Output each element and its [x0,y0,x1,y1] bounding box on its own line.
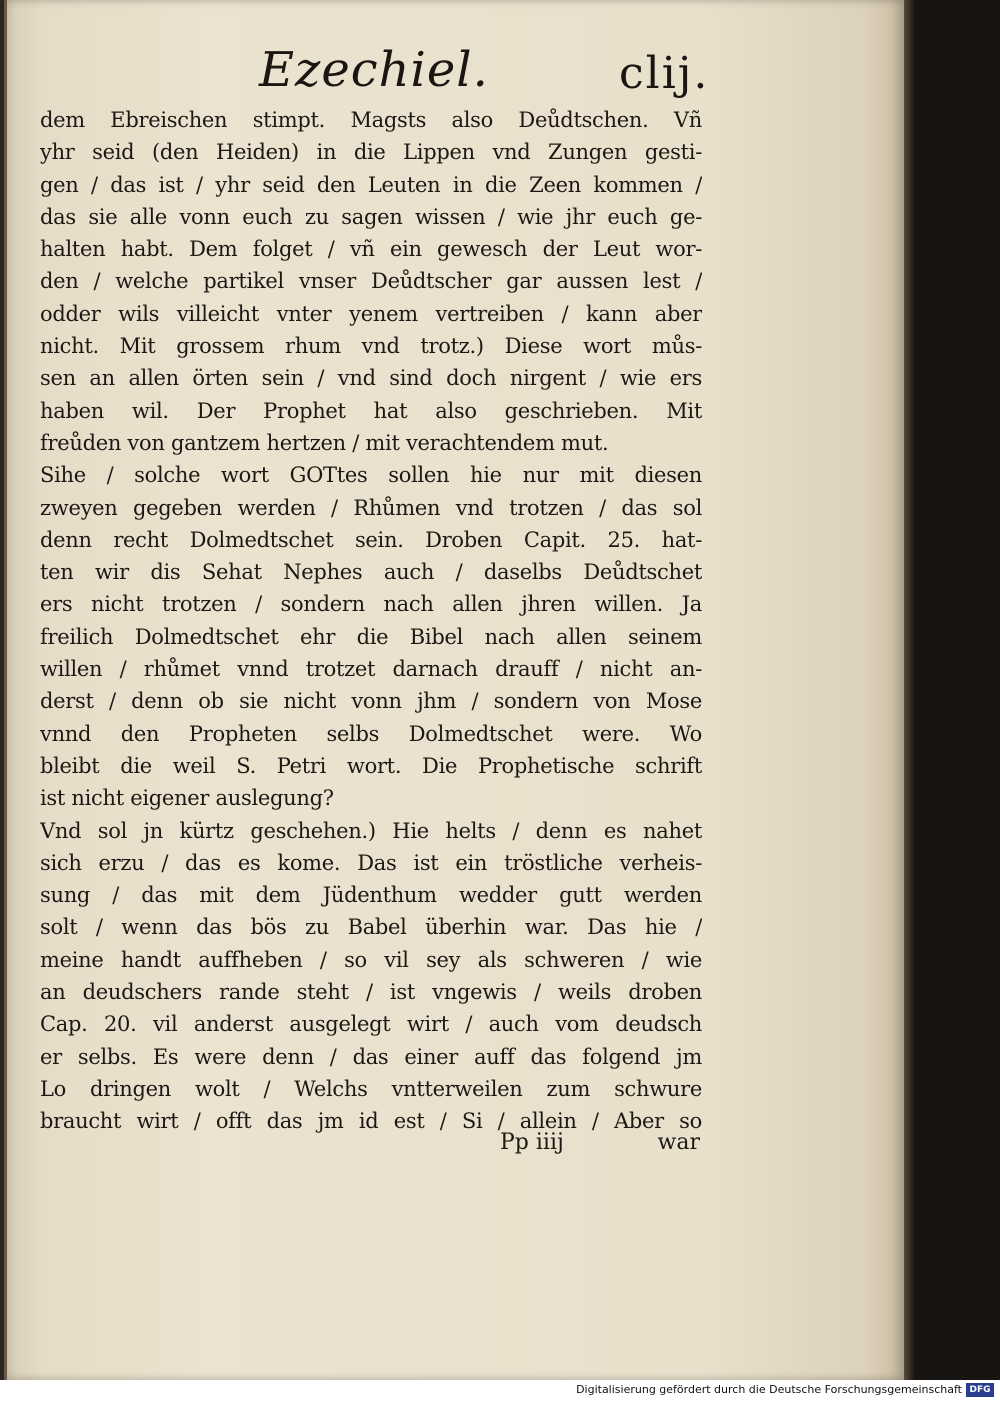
text-line: an deudschers rande steht / ist vngewis / weils droben [40,980,702,1005]
text-line: meine handt auffheben / so vil sey als schweren / wie [40,947,702,972]
text-line: er selbs. Es were denn / das einer auff das folgend jm [40,1044,702,1069]
folio-number: clij. [619,48,710,99]
text-line: Lo dringen wolt / Welchs vntterweilen zum schwure [40,1076,702,1101]
text-line: das sie alle vonn euch zu sagen wissen / wie jhr euch ge- [40,204,702,229]
book-page [4,0,904,1380]
text-line: freilich Dolmedtschet ehr die Bibel nach allen seinem [40,624,702,649]
text-line: bleibt die weil S. Petri wort. Die Prophetische schrift [40,753,702,778]
running-title: Ezechiel. [259,42,489,98]
text-line: braucht wirt / offt das jm id est / Si / allein / Aber so [40,1109,702,1134]
text-line: odder wils villeicht vnter yenem vertreiben / kann aber [40,301,702,326]
text-line: Sihe / solche wort GOTtes sollen hie nur mit diesen [40,463,702,488]
text-line: Cap. 20. vil anderst ausgelegt wirt / auch vom deudsch [40,1012,702,1037]
text-line: sich erzu / das es kome. Das ist ein tröstliche verheis- [40,850,702,875]
text-line: den / welche partikel vnser Deůdtscher gar aussen lest / [40,269,702,294]
text-line: solt / wenn das bös zu Babel überhin war. Das hie / [40,915,702,940]
text-line: nicht. Mit grossem rhum vnd trotz.) Diese wort můs- [40,334,702,359]
text-line: ten wir dis Sehat Nephes auch / daselbs Deůdtschet [40,560,702,585]
text-line: willen / rhůmet vnnd trotzet darnach drauff / nicht an- [40,657,702,682]
text-line: yhr seid (den Heiden) in die Lippen vnd Zungen gesti- [40,140,702,165]
page-foot [500,1130,700,1166]
text-line: dem Ebreischen stimpt. Magsts also Deůdtschen. Vñ [40,108,702,132]
page-edge [904,0,914,1380]
funding-credit: Digitalisierung gefördert durch die Deutsche Forschungsgemeinschaft [576,1383,962,1396]
text-line: halten habt. Dem folget / vñ ein gewesch der Leut wor- [40,237,702,262]
scan-background [914,0,1000,1380]
text-line: Vnd sol jn kürtz geschehen.) Hie helts / denn es nahet [40,818,702,843]
text-line: sen an allen örten sein / vnd sind doch nirgent / wie ers [40,366,702,391]
text-line: sung / das mit dem Jüdenthum wedder gutt werden [40,883,702,908]
text-line: haben wil. Der Prophet hat also geschrieben. Mit [40,398,702,423]
body-text [40,104,702,1138]
text-line: freůden von gantzem hertzen / mit verachtendem mut. [40,430,609,455]
text-line: ist nicht eigener auslegung? [40,786,334,811]
text-line: denn recht Dolmedtschet sein. Droben Capit. 25. hat- [40,527,702,552]
text-line: vnnd den Propheten selbs Dolmedtschet were. Wo [40,721,702,746]
text-line: ers nicht trotzen / sondern nach allen jhren willen. Ja [40,592,702,617]
signature-mark: Pp iiij [500,1130,564,1155]
text-line: zweyen gegeben werden / Rhůmen vnd trotzen / das sol [40,495,702,520]
text-line: gen / das ist / yhr seid den Leuten in die Zeen kommen / [40,172,702,197]
footer-bar [0,1380,1000,1402]
dfg-logo: DFG [966,1383,994,1397]
text-line: derst / denn ob sie nicht vonn jhm / sondern von Mose [40,689,702,714]
catchword: war [657,1130,700,1155]
